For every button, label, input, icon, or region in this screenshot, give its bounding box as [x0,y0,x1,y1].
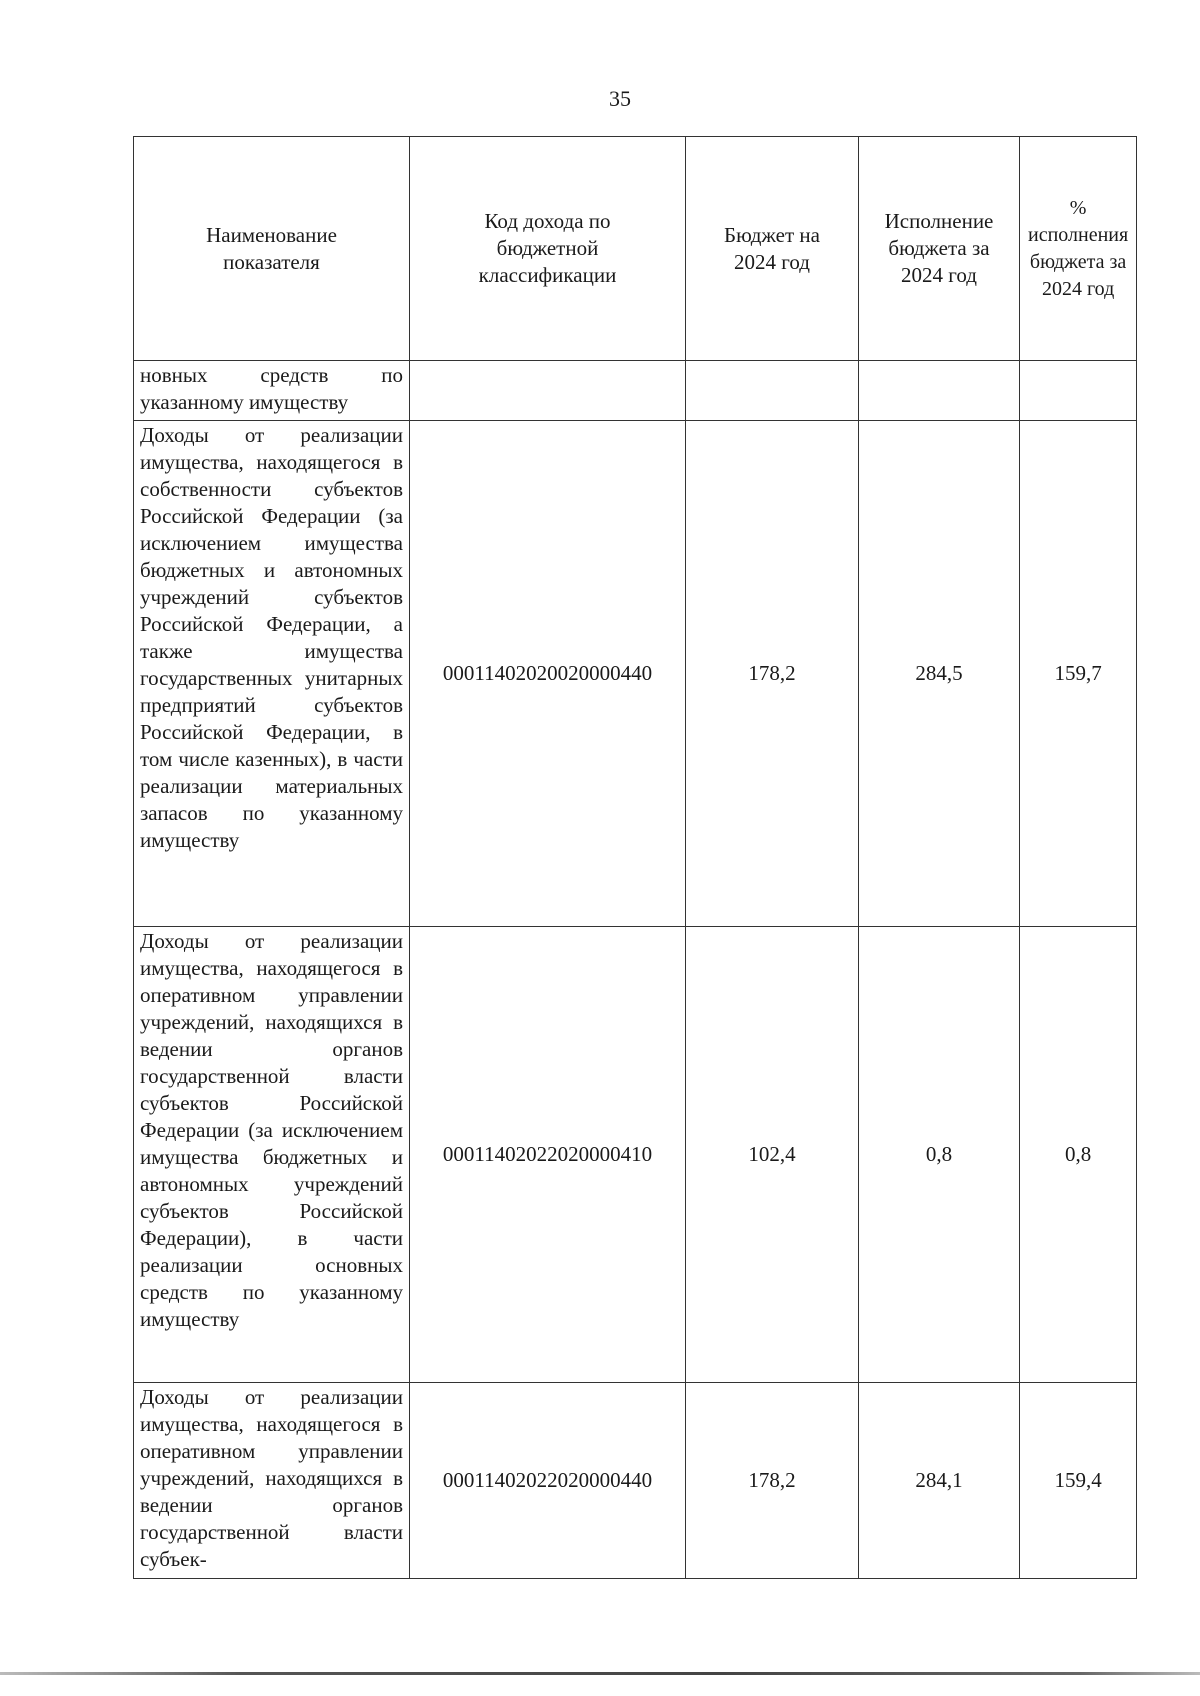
row-income-code: 00011402022020000440 [410,1383,686,1579]
row-budget-value: 102,4 [686,927,859,1383]
row-execution-percent: 0,8 [1020,927,1137,1383]
page-number: 35 [609,86,631,111]
row-execution-percent: 159,7 [1020,421,1137,927]
page-bottom-rule [0,1672,1200,1675]
row-execution-percent [1020,361,1137,421]
header-indicator-name: Наименование показателя [134,137,410,361]
row-income-code [410,361,686,421]
row-execution-value: 284,5 [859,421,1020,927]
row-execution-value [859,361,1020,421]
row-income-code: 00011402020020000440 [410,421,686,927]
row-budget-value: 178,2 [686,421,859,927]
row-income-code: 00011402022020000410 [410,927,686,1383]
row-budget-value [686,361,859,421]
row-indicator-name: Доходы от реализации имущества, находящегося в собственности субъектов Российской Федерации (за исключением имущества бюджетных и автономных учреждений субъектов Российской Федерации, а также имущества государственных унитарных предприятий субъектов Российской Федерации, в том числе казенных), в части реализации материальных запасов по указанному имуществу [134,421,410,927]
table-row [134,1383,1137,1579]
budget-execution-table [133,136,1137,1579]
row-indicator-name: Доходы от реализации имущества, находящегося в оперативном управлении учреждений, находящихся в ведении органов государственной власти субъек- [134,1383,410,1579]
row-indicator-name: Доходы от реализации имущества, находящегося в оперативном управлении учреждений, находящихся в ведении органов государственной власти субъектов Российской Федерации (за исключением имущества бюджетных и автономных учреждений субъектов Российской Федерации), в части реализации основных средств по указанному имуществу [134,927,410,1383]
header-budget-2024: Бюджет на 2024 год [686,137,859,361]
header-execution-2024: Исполнение бюджета за 2024 год [859,137,1020,361]
table-row [134,927,1137,1383]
row-budget-value: 178,2 [686,1383,859,1579]
row-execution-value: 284,1 [859,1383,1020,1579]
header-execution-percent: % исполнения бюджета за 2024 год [1020,137,1137,361]
table-row [134,421,1137,927]
header-income-code: Код дохода по бюджетной классификации [410,137,686,361]
row-execution-value: 0,8 [859,927,1020,1383]
table-header-row [134,137,1137,361]
row-execution-percent: 159,4 [1020,1383,1137,1579]
table-row [134,361,1137,421]
row-indicator-name: новных средств по указанному имуществу [134,361,410,421]
